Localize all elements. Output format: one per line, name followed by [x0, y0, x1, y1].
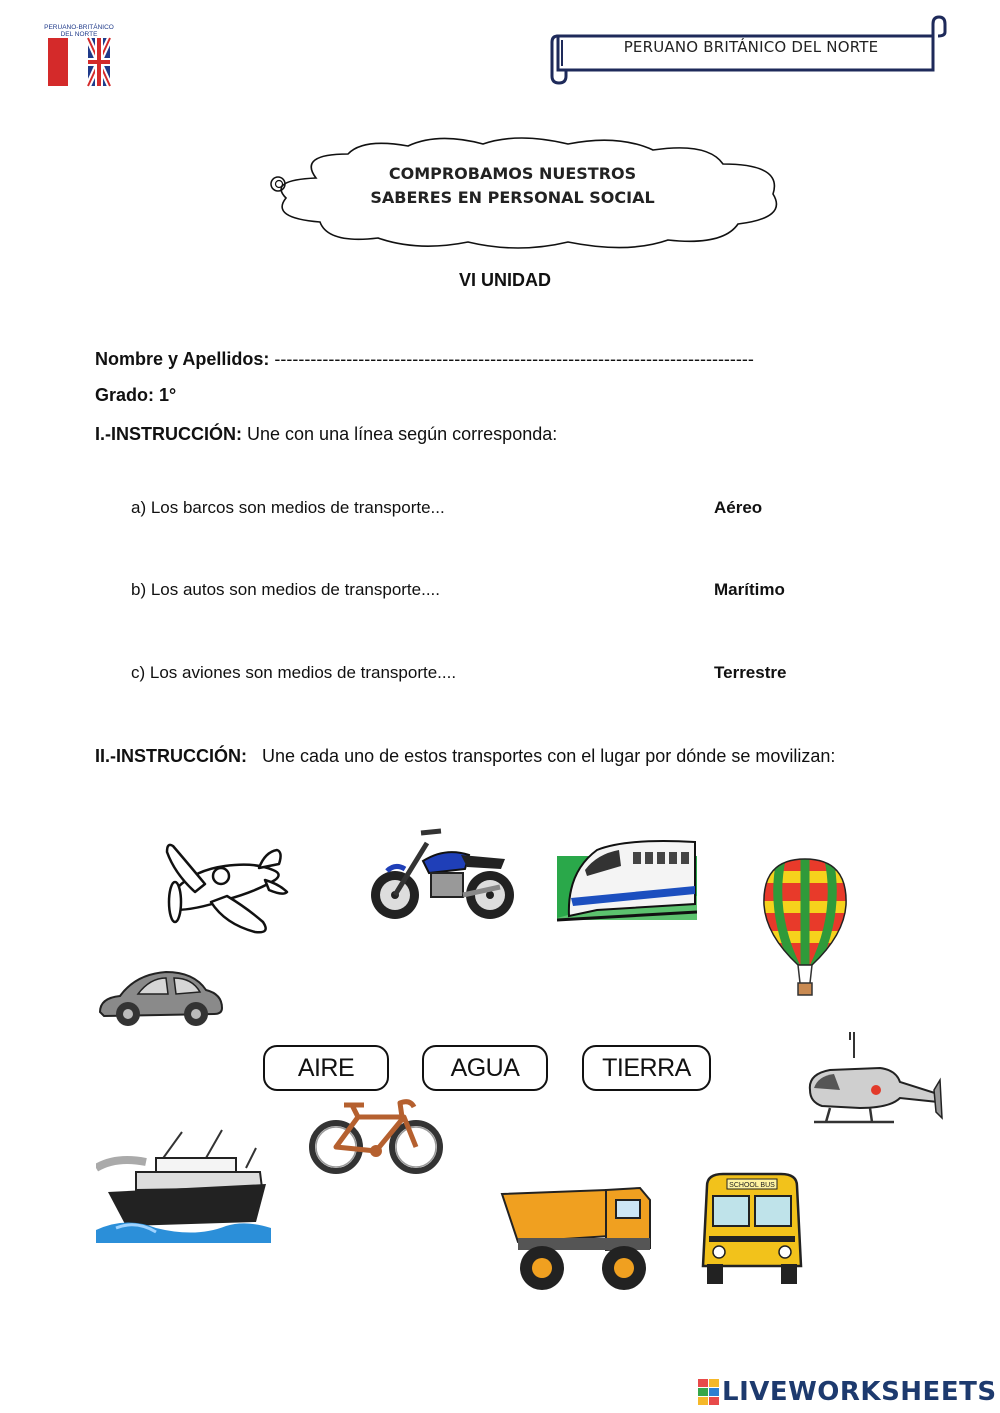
answer-maritimo[interactable]: Marítimo [714, 580, 785, 599]
category-agua[interactable]: AGUA [422, 1045, 548, 1091]
school-banner: PERUANO BRITÁNICO DEL NORTE [623, 38, 879, 56]
footer-brand[interactable]: LIVEWORKSHEETS [722, 1377, 997, 1407]
instruction-1-label: I.-INSTRUCCIÓN: [95, 424, 242, 444]
page-title [340, 162, 685, 210]
name-row [95, 349, 754, 370]
car-picture[interactable] [96, 966, 226, 1030]
motorcycle-picture[interactable] [365, 825, 520, 925]
instruction-1-text: Une con una línea según corresponda: [247, 424, 558, 444]
category-aire[interactable]: AIRE [263, 1045, 389, 1091]
logo-text-line1: PERUANO-BRITÁNICO [44, 24, 114, 31]
grade-label: Grado: [95, 385, 155, 405]
grade-row [95, 385, 176, 406]
instruction-2-label: II.-INSTRUCCIÓN: [95, 746, 247, 766]
school-bus-picture[interactable] [697, 1170, 807, 1288]
unit-heading: VI UNIDAD [458, 270, 551, 290]
hot-air-balloon-picture[interactable] [760, 855, 850, 1000]
ship-picture[interactable] [96, 1128, 271, 1243]
helicopter-picture[interactable] [800, 1030, 945, 1135]
question-b[interactable]: b) Los autos son medios de transporte.... [131, 580, 441, 599]
name-field[interactable]: -------------------------------------------------------------------------------- [274, 349, 754, 369]
title-line2: SABERES EN PERSONAL SOCIAL [370, 188, 655, 207]
title-line1: COMPROBAMOS NUESTROS [388, 164, 637, 183]
category-tierra[interactable]: TIERRA [582, 1045, 711, 1091]
bicycle-picture[interactable] [306, 1095, 446, 1177]
instruction-2-text: Une cada uno de estos transportes con el lugar por dónde se movilizan: [262, 746, 836, 766]
answer-terrestre[interactable]: Terrestre [714, 663, 787, 682]
question-a[interactable]: a) Los barcos son medios de transporte... [131, 498, 445, 517]
name-label: Nombre y Apellidos: [95, 349, 270, 369]
instruction-1 [95, 424, 557, 445]
answer-aereo[interactable]: Aéreo [714, 498, 763, 517]
liveworksheets-badge [698, 1379, 720, 1407]
grade-value: 1° [159, 385, 177, 405]
airplane-picture[interactable] [155, 840, 290, 940]
logo-text-line2: DEL NORTE [60, 31, 98, 38]
school-logo [44, 22, 114, 92]
bullet-train-picture[interactable] [557, 832, 697, 922]
dump-truck-picture[interactable] [500, 1180, 660, 1292]
bus-sign: SCHOOL BUS [729, 1182, 775, 1189]
question-c[interactable]: c) Los aviones son medios de transporte.... [131, 663, 457, 682]
instruction-2 [95, 746, 835, 767]
